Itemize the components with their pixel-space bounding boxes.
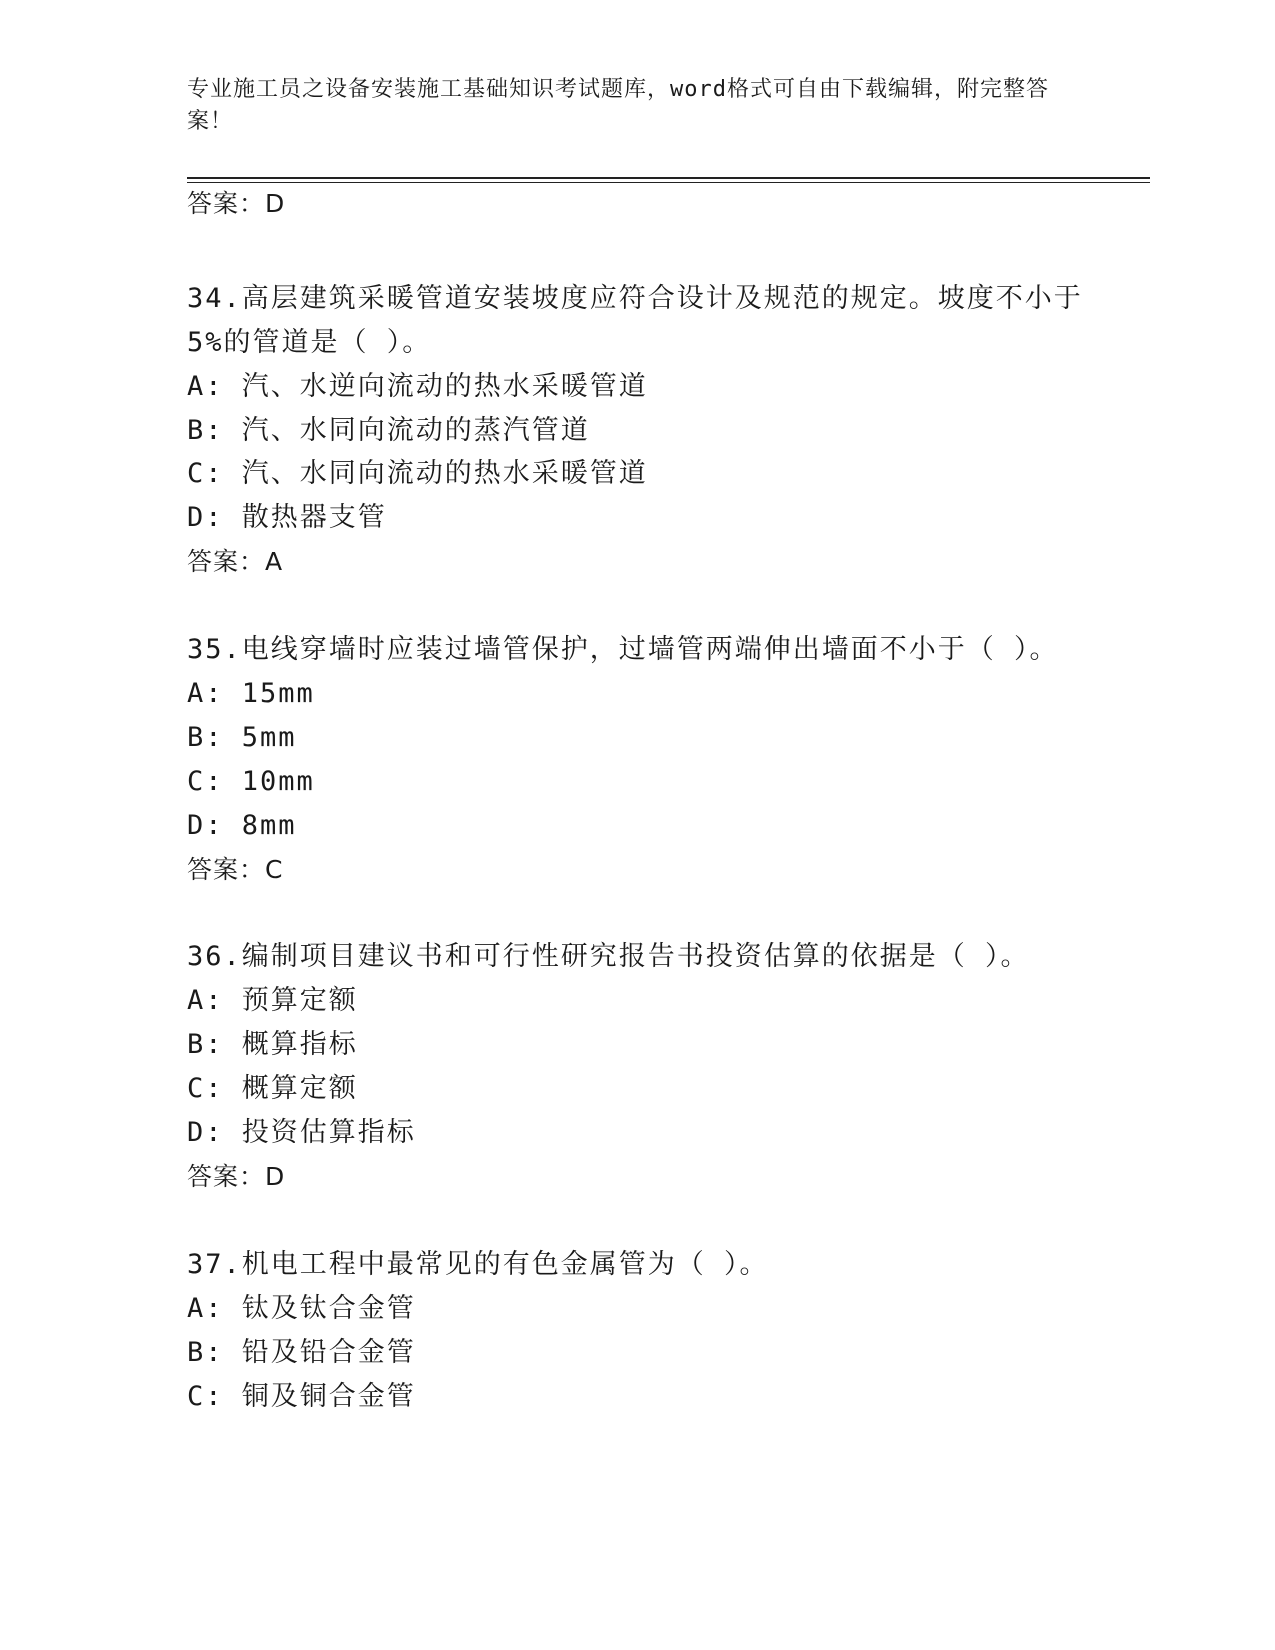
header-rule-thin [187, 182, 1150, 183]
question-36-option-c: C: 概算定额 [187, 1073, 358, 1104]
question-37-option-b: B: 铅及铅合金管 [187, 1337, 416, 1368]
question-35-option-d: D: 8mm [187, 810, 297, 841]
question-35-option-b: B: 5mm [187, 722, 297, 753]
question-34-option-c: C: 汽、水同向流动的热水采暖管道 [187, 458, 648, 489]
question-37-option-c: C: 铜及铜合金管 [187, 1381, 416, 1412]
question-36-stem: 36.编制项目建议书和可行性研究报告书投资估算的依据是（ ）。 [187, 941, 1030, 972]
question-34-stem-cont: 5%的管道是（ ）。 [187, 327, 432, 358]
question-34-option-a: A: 汽、水逆向流动的热水采暖管道 [187, 371, 648, 402]
header-rule-thick [187, 177, 1150, 179]
question-36-option-b: B: 概算指标 [187, 1029, 358, 1060]
question-36-option-d: D: 投资估算指标 [187, 1117, 416, 1148]
question-35-option-a: A: 15mm [187, 678, 315, 709]
question-34-answer: 答案：A [187, 547, 284, 576]
question-36-option-a: A: 预算定额 [187, 985, 358, 1016]
question-37-stem: 37.机电工程中最常见的有色金属管为（ ）。 [187, 1249, 769, 1280]
question-35-stem: 35.电线穿墙时应装过墙管保护，过墙管两端伸出墙面不小于（ ）。 [187, 634, 1059, 665]
question-34-option-d: D: 散热器支管 [187, 502, 387, 533]
question-35-answer: 答案：C [187, 855, 284, 884]
question-36-answer: 答案：D [187, 1162, 286, 1191]
question-37-option-a: A: 钛及钛合金管 [187, 1293, 416, 1324]
question-34-stem: 34.高层建筑采暖管道安装坡度应符合设计及规范的规定。坡度不小于 [187, 283, 1083, 314]
answer-line: 答案：D [187, 189, 286, 218]
question-35-option-c: C: 10mm [187, 766, 315, 797]
question-34-option-b: B: 汽、水同向流动的蒸汽管道 [187, 415, 590, 446]
document-header: 专业施工员之设备安装施工基础知识考试题库，word格式可自由下载编辑，附完整答案！ [187, 77, 1049, 134]
